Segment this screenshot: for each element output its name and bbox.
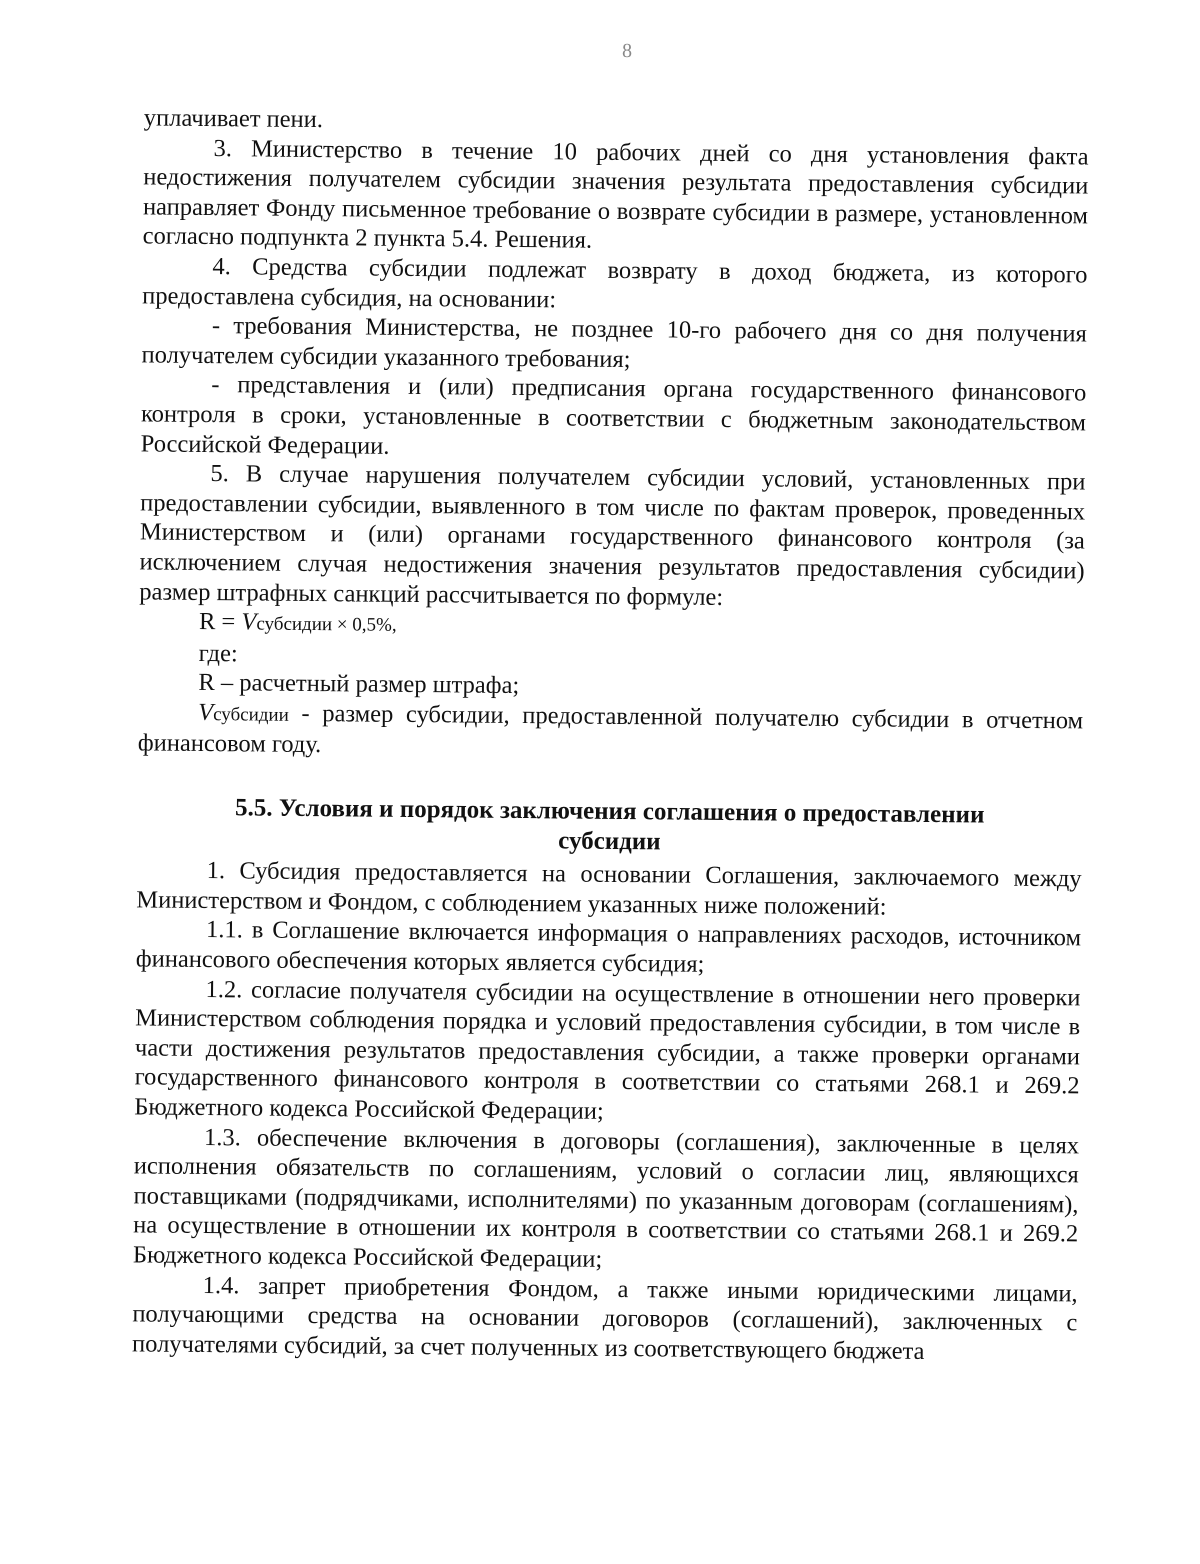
section-paragraph-1-3: 1.3. обеспечение включения в договоры (соглашения), заключенные в целях исполнения обязательств по соглашениям, условий о согласии лиц, являющихся поставщиками (подрядчиками, исполнителями) по указанным договорам (соглашениям), на осуществление в отношении их контроля в соответствии со статьями 268.1 и 269.2 Бюджетного кодекса Российской Федерации; bbox=[132, 1123, 1080, 1273]
v-subscript: субсидии bbox=[213, 703, 289, 726]
section-paragraph-1-1: 1.1. в Соглашение включается информация о направлениях расходов, источником финансового обеспечения которых является субсидия; bbox=[135, 916, 1082, 978]
paragraph-5: 5. В случае нарушения получателем субсидии условий, установленных при предоставлении субсидии, выявленного в том числе по фактам проверок, проведенных Министерством и (или) органами государственного финансового контроля (за исключением случая недостижения значения результатов предоставления субсидии) размер штрафных санкций рассчитывается по формуле: bbox=[139, 460, 1086, 611]
formula-where: где: bbox=[198, 639, 238, 667]
section-title bbox=[137, 792, 1083, 860]
v-definition-text: - размер субсидии, предоставленной получателю субсидии в отчетном финансовом году. bbox=[137, 699, 1084, 759]
paragraph-3: 3. Министерство в течение 10 рабочих дней со дня установления факта недостижения получателем субсидии значения результата предоставления субсидии направляет Фонду письменное требование о возврате субсидии в размере, установленном согласно подпункта 2 пункта 5.4. Решения. bbox=[142, 134, 1089, 255]
formula-lhs: R = bbox=[198, 608, 242, 636]
page-number: 8 bbox=[621, 39, 633, 63]
paragraph-4-item-1: - требования Министерства, не позднее 10-го рабочего дня со дня получения получателем субсидии указанного требования; bbox=[141, 312, 1087, 373]
paragraph-4-item-2: - представления и (или) предписания органа государственного финансового контроля в сроки, установленные в соответствии с бюджетным законодательством Российской Федерации. bbox=[140, 371, 1087, 460]
section-title-line-1: 5.5. Условия и порядок заключения соглашения о предоставлении bbox=[234, 794, 985, 829]
v-variable: V bbox=[198, 698, 214, 726]
paragraph-0: уплачивает пени. bbox=[143, 104, 324, 134]
formula-r-definition: R – расчетный размер штрафа; bbox=[198, 669, 520, 700]
formula-v-definition bbox=[138, 697, 1084, 767]
section-paragraph-1-2: 1.2. согласие получателя субсидии на осуществление в отношении него проверки Министерством соблюдения порядка и условий предоставления субсидии, в том числе в части достижения результатов предоставления субсидии, а также проверки органами государственного финансового контроля в соответствии со статьями 268.1 и 269.2 Бюджетного кодекса Российской Федерации; bbox=[134, 975, 1081, 1125]
section-title-line-2: субсидии bbox=[558, 827, 661, 856]
formula-variable: V bbox=[241, 608, 257, 636]
formula-subscript: субсидии bbox=[256, 613, 333, 636]
paragraph-4: 4. Средства субсидии подлежат возврату в доход бюджета, из которого предоставлена субсидия, на основании: bbox=[142, 253, 1088, 313]
document-body bbox=[132, 103, 1089, 1367]
formula-rhs: × 0,5%, bbox=[332, 614, 397, 636]
section-paragraph-1: 1. Субсидия предоставляется на основании Соглашения, заключаемого между Министерством и Фондом, с соблюдением указанных ниже положений: bbox=[136, 857, 1082, 921]
section-paragraph-1-4: 1.4. запрет приобретения Фондом, а также иными юридическими лицами, получающими средства на основании договоров (соглашений), заключенных с получателями субсидий, за счет полученных из соответствующего бюджета bbox=[131, 1271, 1078, 1365]
